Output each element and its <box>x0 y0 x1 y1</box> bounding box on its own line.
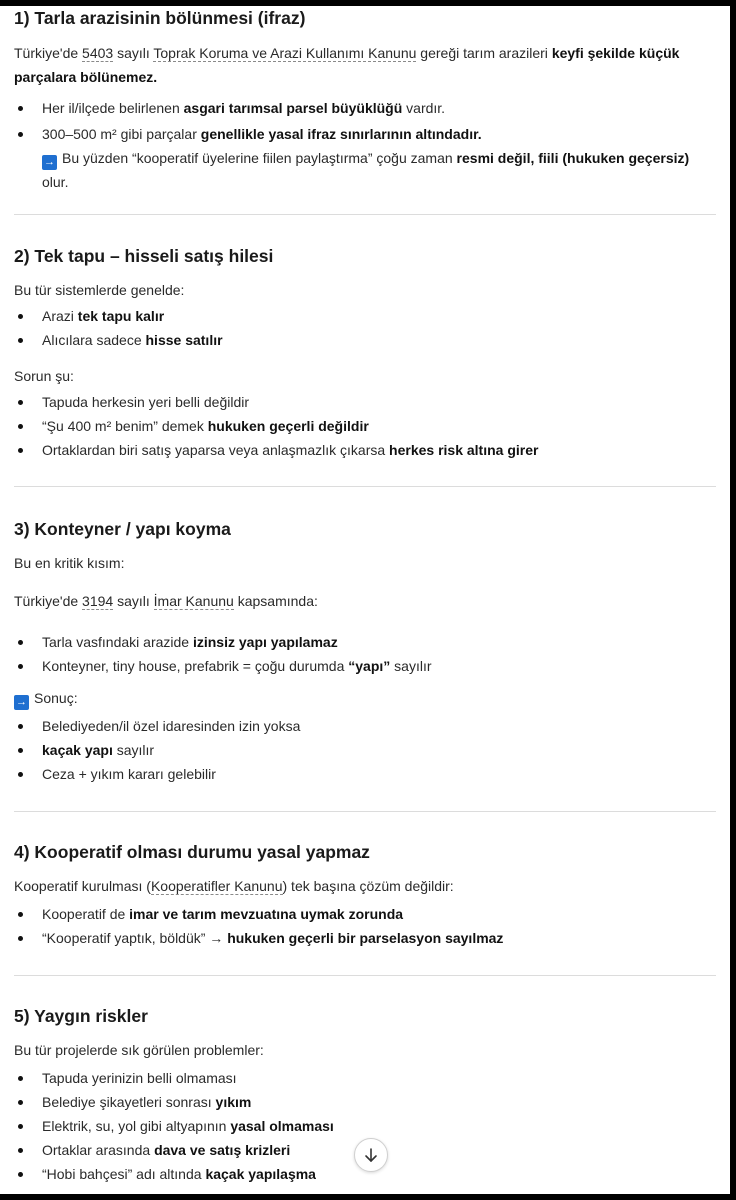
document-page <box>0 6 730 1194</box>
text: Ortaklar arasında <box>42 1142 155 1158</box>
section-1-list <box>14 96 714 194</box>
list-item <box>14 304 714 328</box>
list-item: Ceza + yıkım kararı gelebilir <box>14 762 714 786</box>
text: Elektrik, su, yol gibi altyapının <box>42 1118 231 1134</box>
text: Türkiye'de <box>14 593 83 609</box>
text: Her il/ilçede belirlenen <box>42 100 184 116</box>
list-item: Belediyeden/il özel idaresinden izin yoksa <box>14 714 714 738</box>
text: 300–500 m² gibi parçalar <box>42 126 201 142</box>
list-item <box>14 926 714 950</box>
text: Belediye şikayetleri sonrası <box>42 1094 216 1110</box>
section-1-paragraph <box>14 41 714 89</box>
list-item <box>14 654 714 678</box>
text: Ortaklardan biri satış yaparsa veya anlaşmazlık çıkarsa <box>42 442 390 458</box>
text: Bu yüzden “kooperatif üyelerine fiilen paylaştırma” çoğu zaman <box>62 150 457 166</box>
law-link[interactable]: 5403 <box>82 45 114 61</box>
text: Konteyner, tiny house, prefabrik = çoğu durumda <box>42 658 349 674</box>
bold-text: resmi değil, fiili (hukuken geçersiz) <box>456 150 690 166</box>
section-2-title: 2) Tek tapu – hisseli satış hilesi <box>14 246 274 266</box>
divider <box>14 811 716 812</box>
list-item <box>14 328 714 352</box>
text: Kooperatif de <box>42 906 130 922</box>
arrow-icon: → <box>44 156 55 168</box>
list-item <box>14 738 714 762</box>
text: “Şu 400 m² benim” demek <box>42 418 208 434</box>
text: “Hobi bahçesi” adı altında <box>42 1166 206 1182</box>
section-5-intro: Bu tür projelerde sık görülen problemler: <box>14 1042 264 1058</box>
bold-text: asgari tarımsal parsel büyüklüğü <box>183 100 403 116</box>
section-1-title: 1) Tarla arazisinin bölünmesi (ifraz) <box>14 8 306 28</box>
section-3-list-a <box>14 630 714 678</box>
bold-text: imar ve tarım mevzuatına uymak zorunda <box>129 906 404 922</box>
bold-text: keyfi şekilde küçük parçalara bölünemez. <box>14 45 680 85</box>
divider <box>14 486 716 487</box>
bold-text: yasal olmaması <box>230 1118 334 1134</box>
section-3-law <box>14 589 318 613</box>
bold-text: kaçak yapı <box>42 742 113 758</box>
law-link[interactable]: 3194 <box>82 593 114 609</box>
section-2-list-a <box>14 304 714 352</box>
section-3-intro: Bu en kritik kısım: <box>14 555 125 571</box>
text: Kooperatif kurulması ( <box>14 878 151 894</box>
section-4-list <box>14 902 714 950</box>
text: Alıcılara sadece <box>42 332 146 348</box>
arrow-icon: → <box>16 696 27 708</box>
list-item: Tapuda yerinizin belli olmaması <box>14 1066 714 1090</box>
text: gereği tarım arazileri <box>416 45 552 61</box>
law-link[interactable]: İmar Kanunu <box>153 593 234 609</box>
law-link[interactable]: Toprak Koruma ve Arazi Kullanımı Kanunu <box>153 45 417 61</box>
text: Arazi <box>42 308 78 324</box>
section-3-result <box>14 686 78 710</box>
list-item <box>14 438 714 462</box>
text: ) tek başına çözüm değildir: <box>282 878 454 894</box>
bold-text: genellikle yasal ifraz sınırlarının altındadır. <box>200 126 482 142</box>
bold-text: hisse satılır <box>145 332 223 348</box>
law-link[interactable]: Kooperatifler Kanunu <box>150 878 283 894</box>
text: sayılır <box>390 658 432 674</box>
bold-text: hukuken geçerli değildir <box>207 418 369 434</box>
list-item <box>14 122 714 194</box>
scroll-down-icon <box>364 1147 378 1163</box>
bold-text: herkes risk altına girer <box>389 442 539 458</box>
text: sayılır <box>112 742 155 758</box>
text: sayılı <box>113 45 154 61</box>
bold-text: hukuken geçerli bir parselasyon sayılmaz <box>227 930 504 946</box>
text: kapsamında: <box>233 593 318 609</box>
divider <box>14 214 716 215</box>
section-5-title: 5) Yaygın riskler <box>14 1006 148 1026</box>
list-item <box>14 414 714 438</box>
divider <box>14 975 716 976</box>
section-4-paragraph <box>14 874 454 898</box>
section-2-intro: Bu tür sistemlerde genelde: <box>14 282 185 298</box>
section-4-title: 4) Kooperatif olması durumu yasal yapmaz <box>14 842 370 862</box>
text: olur. <box>42 174 69 190</box>
text: vardır. <box>402 100 446 116</box>
text: Tarla vasfındaki arazide <box>42 634 193 650</box>
text: Sonuç: <box>34 690 78 706</box>
list-item <box>14 1114 714 1138</box>
bold-text: izinsiz yapı yapılamaz <box>192 634 338 650</box>
section-2-problem: Sorun şu: <box>14 368 74 384</box>
section-3-title: 3) Konteyner / yapı koyma <box>14 519 231 539</box>
bold-text: tek tapu kalır <box>77 308 165 324</box>
section-3-list-b <box>14 714 714 786</box>
list-item: Tapuda herkesin yeri belli değildir <box>14 390 714 414</box>
bold-text: dava ve satış krizleri <box>154 1142 291 1158</box>
text: Türkiye'de <box>14 45 83 61</box>
text: sayılı <box>113 593 154 609</box>
text: “Kooperatif yaptık, böldük” → <box>42 930 228 946</box>
list-item <box>14 630 714 654</box>
list-item <box>14 96 714 120</box>
scroll-down-button[interactable] <box>354 1138 388 1172</box>
bold-text: kaçak yapılaşma <box>205 1166 316 1182</box>
list-item <box>14 902 714 926</box>
list-item <box>14 1090 714 1114</box>
bold-text: “yapı” <box>348 658 391 674</box>
section-2-list-b <box>14 390 714 462</box>
bold-text: yıkım <box>215 1094 252 1110</box>
